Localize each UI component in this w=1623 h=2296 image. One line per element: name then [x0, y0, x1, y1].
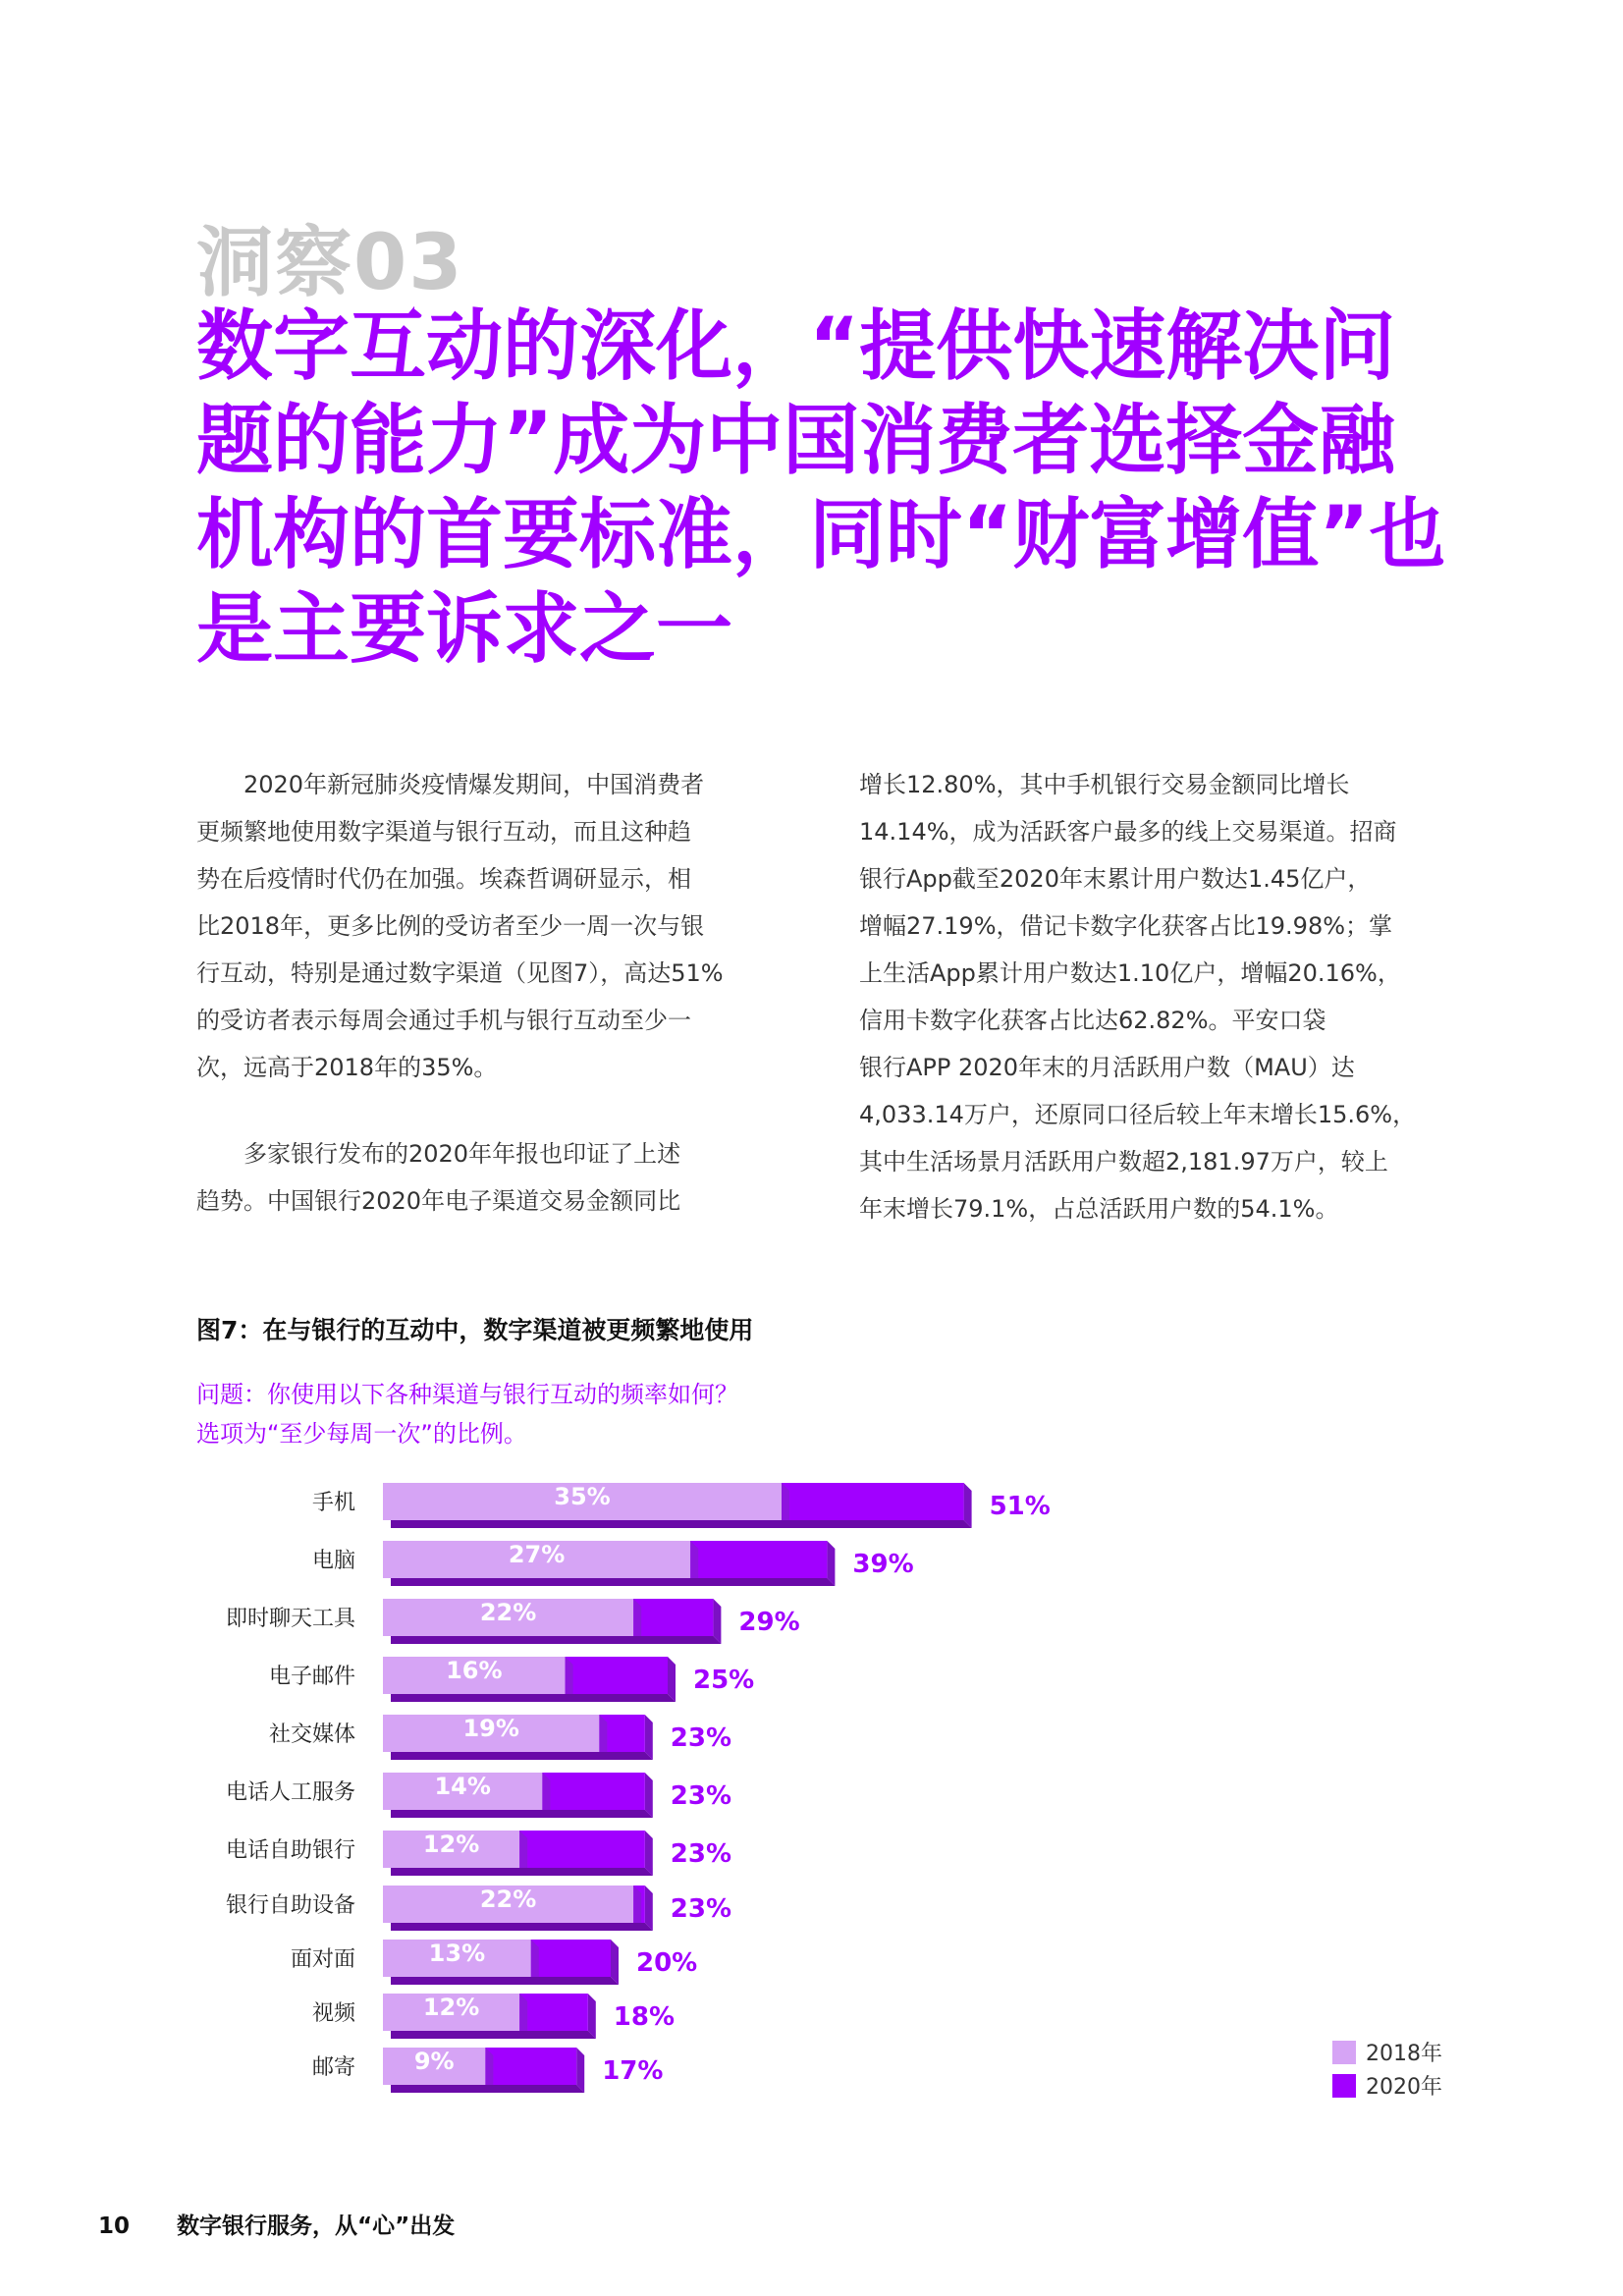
value-label-2020: 25% — [693, 1666, 755, 1695]
bar-2020-shadow-side — [827, 1541, 835, 1586]
headline-line: 机构的首要标准，同时“财富增值”也 — [196, 491, 1446, 579]
value-label-2020: 29% — [738, 1608, 800, 1637]
value-label-2018: 35% — [554, 1483, 611, 1510]
bar-2020-shadow-side — [645, 1886, 653, 1931]
page-number: 10 — [98, 2214, 131, 2239]
body-line: 次，远高于2018年的35%。 — [196, 1054, 498, 1081]
body-line: 更频繁地使用数字渠道与银行互动，而且这种趋 — [196, 818, 691, 846]
body-line: 比2018年，更多比例的受访者至少一周一次与银 — [196, 912, 705, 940]
body-paragraph — [196, 1130, 785, 1225]
legend-swatch-2018 — [1332, 2041, 1356, 2064]
body-line: 多家银行发布的2020年年报也印证了上述 — [196, 1140, 681, 1168]
category-label: 视频 — [311, 2001, 355, 2026]
value-label-2020: 23% — [670, 1723, 732, 1753]
body-line: 势在后疫情时代仍在加强。埃森哲调研显示，相 — [196, 865, 691, 893]
bar-2020-shadow-bottom — [391, 1694, 676, 1702]
body-line: 其中生活场景月活跃用户数超2,181.97万户，较上 — [859, 1148, 1388, 1175]
value-label-2020: 23% — [670, 1839, 732, 1869]
body-line: 14.14%，成为活跃客户最多的线上交易渠道。招商 — [859, 818, 1397, 846]
value-label-2018: 27% — [508, 1541, 566, 1568]
value-label-2018: 12% — [422, 1831, 480, 1858]
question-line: 问题：你使用以下各种渠道与银行互动的频率如何？ — [196, 1381, 738, 1408]
body-line: 4,033.14万户，还原同口径后较上年末增长15.6%， — [859, 1101, 1417, 1128]
category-label: 手机 — [311, 1491, 355, 1515]
page-footer — [98, 2208, 455, 2240]
bar-2020-shadow-bottom — [391, 1977, 619, 1985]
category-label: 电脑 — [311, 1549, 355, 1573]
bar-2020-shadow-side — [668, 1657, 676, 1702]
bar-2020-shadow-side — [588, 1994, 596, 2039]
headline-line: 数字互动的深化，“提供快速解决问 — [196, 302, 1396, 391]
body-line: 增长12.80%，其中手机银行交易金额同比增长 — [859, 771, 1350, 798]
category-label: 面对面 — [290, 1947, 355, 1972]
body-paragraph — [196, 761, 785, 1091]
bar-2020-shadow-bottom — [391, 1520, 972, 1528]
value-label-2018: 22% — [479, 1599, 537, 1626]
footer-title: 数字银行服务，从“心”出发 — [177, 2214, 456, 2239]
legend-label-2018: 2018年 — [1366, 2042, 1442, 2066]
category-label: 社交媒体 — [268, 1722, 355, 1747]
value-label-2018: 19% — [462, 1715, 519, 1742]
value-label-2018: 12% — [422, 1994, 480, 2021]
bar-2020-shadow-side — [645, 1773, 653, 1818]
headline-line: 题的能力”成为中国消费者选择金融 — [196, 397, 1396, 485]
body-line: 年末增长79.1%，占总活跃用户数的54.1%。 — [859, 1195, 1339, 1223]
bar-2020-shadow-bottom — [391, 1636, 721, 1644]
value-label-2020: 20% — [636, 1948, 698, 1978]
body-paragraph — [859, 761, 1448, 1232]
category-label: 邮寄 — [311, 2055, 355, 2080]
bar-2020-shadow-bottom — [391, 1752, 653, 1760]
body-line: 的受访者表示每周会通过手机与银行互动至少一 — [196, 1007, 691, 1034]
bar-2020-shadow-bottom — [391, 1868, 653, 1876]
value-label-2018: 9% — [413, 2048, 455, 2075]
headline-line: 是主要诉求之一 — [196, 585, 733, 674]
value-label-2020: 18% — [613, 2002, 676, 2032]
value-label-2018: 22% — [479, 1886, 537, 1913]
value-label-2020: 23% — [670, 1781, 732, 1811]
body-line: 银行App截至2020年末累计用户数达1.45亿户， — [859, 865, 1372, 893]
bar-chart — [0, 1463, 1623, 2111]
bar-2020-shadow-side — [576, 2048, 584, 2093]
question-line: 选项为“至少每周一次”的比例。 — [196, 1420, 527, 1448]
body-column-right — [859, 761, 1448, 1232]
bar-2020-shadow-side — [713, 1599, 721, 1644]
body-line: 上生活App累计用户数达1.10亿户，增幅20.16%， — [859, 959, 1401, 987]
category-label: 电子邮件 — [268, 1665, 355, 1689]
body-line: 趋势。中国银行2020年电子渠道交易金额同比 — [196, 1187, 681, 1215]
bar-2020-shadow-bottom — [391, 1578, 835, 1586]
body-line: 信用卡数字化获客占比达62.82%。平安口袋 — [859, 1007, 1326, 1034]
value-label-2018: 13% — [428, 1940, 486, 1967]
bar-2020-shadow-side — [611, 1940, 619, 1985]
body-line: 2020年新冠肺炎疫情爆发期间，中国消费者 — [196, 771, 705, 798]
value-label-2020: 23% — [670, 1894, 732, 1924]
bar-2020-shadow-bottom — [391, 1923, 653, 1931]
bar-2020-shadow-bottom — [391, 2085, 584, 2093]
value-label-2020: 51% — [989, 1492, 1051, 1521]
category-label: 银行自助设备 — [225, 1893, 355, 1918]
bar-2020-shadow-side — [964, 1483, 972, 1528]
bar-2020-shadow-bottom — [391, 2031, 596, 2039]
legend-label-2020: 2020年 — [1366, 2075, 1442, 2100]
value-label-2018: 14% — [434, 1773, 491, 1800]
value-label-2018: 16% — [446, 1657, 503, 1684]
survey-question — [196, 1375, 738, 1453]
value-label-2020: 17% — [602, 2056, 664, 2086]
value-label-2020: 39% — [852, 1550, 914, 1579]
bar-2020-shadow-bottom — [391, 1810, 653, 1818]
category-label: 电话自助银行 — [225, 1838, 355, 1863]
legend-swatch-2020 — [1332, 2074, 1356, 2098]
bar-2020-shadow-side — [645, 1831, 653, 1876]
page-headline — [196, 300, 1473, 677]
category-label: 电话人工服务 — [225, 1780, 355, 1805]
body-column-left — [196, 761, 785, 1225]
body-line: 增幅27.19%，借记卡数字化获客占比19.98%；掌 — [859, 912, 1393, 940]
body-line: 行互动，特别是通过数字渠道（见图7），高达51% — [196, 959, 724, 987]
category-label: 即时聊天工具 — [225, 1607, 355, 1631]
bar-2020-shadow-side — [645, 1715, 653, 1760]
eyebrow-label: 洞察03 — [196, 219, 464, 307]
body-line: 银行APP 2020年末的月活跃用户数（MAU）达 — [859, 1054, 1355, 1081]
figure-title: 图7：在与银行的互动中，数字渠道被更频繁地使用 — [196, 1316, 754, 1344]
